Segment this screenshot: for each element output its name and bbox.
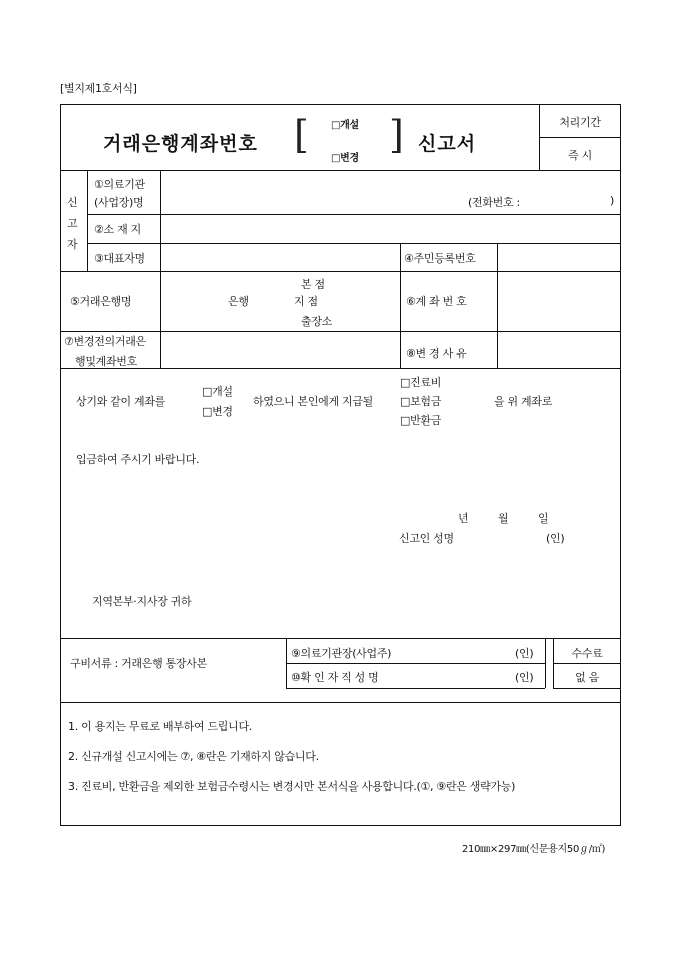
institution-label-2: (사업장)명 [94, 196, 144, 209]
bank-name-label: ⑤거래은행명 [70, 295, 132, 308]
processing-period-value: 즉 시 [568, 149, 592, 162]
divider [553, 663, 621, 664]
divider [286, 663, 545, 664]
divider [60, 368, 621, 369]
divider [60, 702, 621, 703]
branch-office: 출장소 [301, 315, 332, 328]
processing-period-label: 처리기간 [559, 116, 601, 129]
signer-seal: (인) [546, 532, 565, 545]
body-line1-middle: 하였으니 본인에게 지급될 [253, 395, 373, 408]
divider [286, 688, 545, 689]
divider [60, 638, 621, 639]
bracket-left: [ [294, 113, 309, 157]
divider [400, 271, 401, 368]
paper-spec: 210㎜×297㎜(신문용지50ℊ/㎡) [462, 844, 606, 855]
representative-label: ③대표자명 [94, 252, 145, 265]
account-number-label: ⑥계 좌 번 호 [406, 295, 467, 308]
phone-close: ) [610, 194, 614, 207]
title-option-change: □변경 [331, 153, 359, 164]
body-option-insurance: □보험금 [400, 395, 442, 408]
divider [87, 243, 621, 244]
divider [497, 243, 498, 271]
note-1: 1. 이 용지는 무료로 배부하여 드립니다. [68, 720, 252, 733]
confirm-seal: (인) [515, 671, 534, 684]
resident-no-label: ④주민등록번호 [404, 252, 476, 265]
body-line1-suffix: 을 위 계좌로 [494, 395, 553, 408]
head-seal: (인) [515, 647, 534, 660]
branch-main: 본 점 [301, 278, 325, 291]
confirm-label: ⑩확 인 자 직 성 명 [291, 671, 379, 684]
divider [545, 638, 546, 688]
body-line1-prefix: 상기와 같이 계좌를 [76, 395, 166, 408]
divider [497, 271, 498, 368]
reporter-side-label-3: 자 [67, 238, 78, 251]
prev-bank-label-2: 행및계좌번호 [75, 355, 137, 368]
divider [400, 243, 401, 271]
bank-word: 은행 [228, 295, 249, 308]
divider [553, 688, 621, 689]
head-label: ⑨의료기관장(사업주) [291, 647, 392, 660]
bracket-right: ] [389, 113, 404, 157]
divider [60, 170, 621, 171]
divider [539, 137, 621, 138]
phone-label: (전화번호 : [468, 196, 520, 209]
body-option-change: □변경 [202, 405, 233, 418]
body-line2: 입금하여 주시기 바랍니다. [76, 453, 200, 466]
note-2: 2. 신규개설 신고시에는 ⑦, ⑧란은 기재하지 않습니다. [68, 750, 319, 763]
signer-label: 신고인 성명 [399, 532, 454, 545]
change-reason-label: ⑧변 경 사 유 [406, 347, 467, 360]
title-option-open: □개설 [331, 120, 359, 131]
note-3: 3. 진료비, 반환금을 제외한 보험금수령시는 변경시만 본서식을 사용합니다.(①, ⑨란은 생략가능) [68, 780, 516, 793]
divider [87, 214, 621, 215]
date-month: 월 [498, 512, 509, 525]
divider [87, 170, 88, 271]
date-day: 일 [538, 512, 549, 525]
form-title-suffix: 신고서 [418, 133, 477, 155]
reporter-side-label-1: 신 [67, 196, 78, 209]
form-code: [별지제1호서식] [60, 82, 137, 95]
prev-bank-label-1: ⑦변경전의거래은 [64, 335, 146, 348]
divider [160, 271, 161, 368]
body-option-open: □개설 [202, 385, 233, 398]
body-option-treatment: □진료비 [400, 376, 442, 389]
institution-label-1: ①의료기관 [94, 178, 145, 191]
branch-branch: 지 점 [294, 295, 318, 308]
required-docs: 구비서류 : 거래은행 통장사본 [70, 657, 207, 670]
divider [60, 331, 621, 332]
form-title: 거래은행계좌번호 [103, 133, 258, 155]
reporter-side-label-2: 고 [67, 217, 78, 230]
addressee: 지역본부·지사장 귀하 [92, 595, 192, 608]
fee-label: 수수료 [571, 647, 603, 660]
fee-value: 없 음 [575, 671, 599, 684]
divider [160, 170, 161, 271]
body-option-refund: □반환금 [400, 414, 442, 427]
date-year: 년 [458, 512, 469, 525]
address-label: ②소 재 지 [94, 223, 141, 236]
divider [60, 271, 621, 272]
